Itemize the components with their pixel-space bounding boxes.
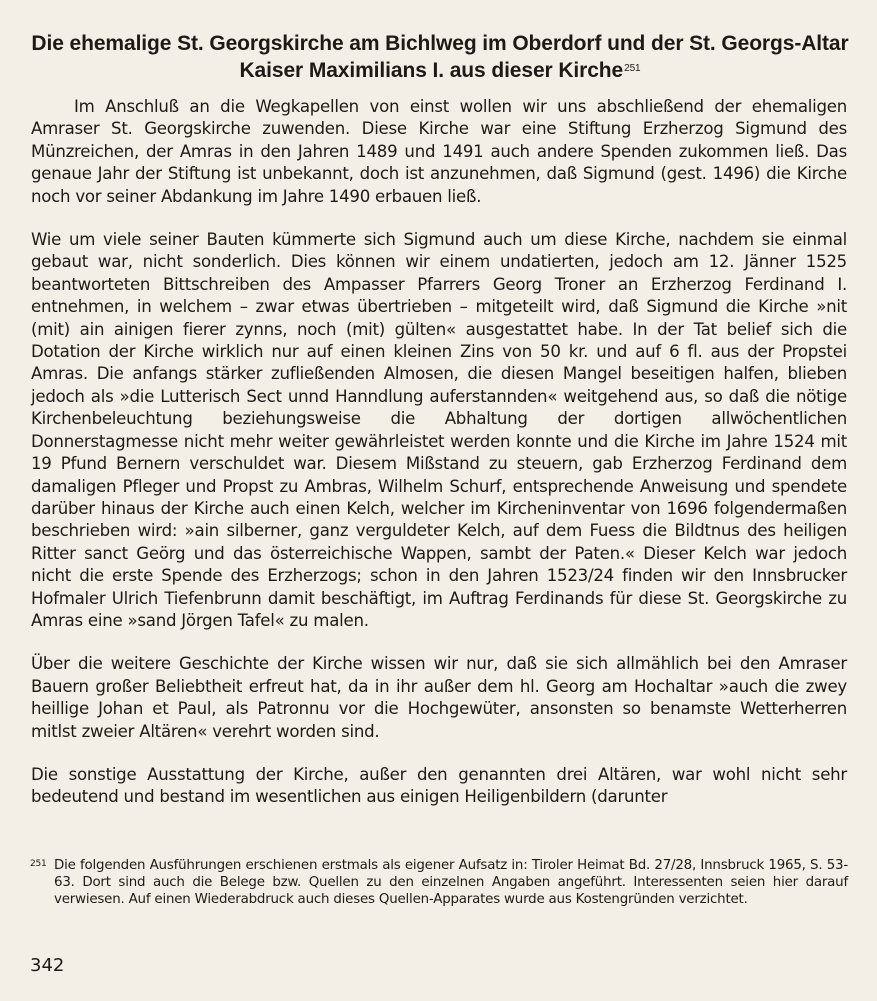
footnote — [30, 857, 848, 909]
page-number: 342 — [30, 955, 65, 976]
title-text: Die ehemalige St. Georgskirche am Bichlweg im Oberdorf und der St. Georgs-Altar Kaiser Maximilians I. aus dieser Kirche — [31, 32, 849, 82]
paragraph-4: Die sonstige Ausstattung der Kirche, außer den genannten drei Altären, war wohl nicht sehr bedeutend und bestand im wesentlichen aus einigen Heiligenbildern (darunter — [31, 764, 847, 807]
footnote-number: 251 — [30, 859, 47, 869]
paragraph-3: Über die weitere Geschichte der Kirche wissen wir nur, daß sie sich allmählich bei den Amraser Bauern großer Beliebtheit erfreut hat, da in ihr außer dem hl. Georg am Hochaltar »auch die zwey heillige Johan et Paul, als Patronnu vor die Hochgewüter, ansonsten so benamste Wetterherren mitlst zweier Altären« verehrt worden sind. — [31, 654, 847, 741]
footnotes — [30, 857, 848, 909]
page-title — [30, 30, 850, 84]
footnote-reference: 251 — [624, 63, 641, 74]
paragraph-1: Im Anschluß an die Wegkapellen von einst wollen wir uns abschließend der ehemaligen Amraser St. Georgskirche zuwenden. Diese Kirche war eine Stiftung Erzherzog Sigmund des Münzreichen, der Amras in den Jahren 1489 und 1491 auch andere Spenden zukommen ließ. Das genaue Jahr der Stiftung ist unbekannt, doch ist anzunehmen, daß Sigmund (gest. 1496) die Kirche noch vor seiner Abdankung im Jahre 1490 erbauen ließ. — [31, 97, 847, 206]
paragraph-2: Wie um viele seiner Bauten kümmerte sich Sigmund auch um diese Kirche, nachdem sie einmal gebaut war, nicht sonderlich. Dies können wir einem undatierten, jedoch am 12. Jänner 1525 beantworteten Bittschreiben des Ampasser Pfarrers Georg Troner an Erzherzog Ferdinand I. entnehmen, in welchem – zwar etwas übertrieben – mitgeteilt wird, daß Sigmund die Kirche »nit (mit) ain ainigen fierer zynns, noch (mit) gülten« ausgestattet habe. In der Tat belief sich die Dotation der Kirche wirklich nur auf einen kleinen Zins von 50 kr. und auf 6 fl. aus der Propstei Amras. Die anfangs stärker zufließenden Almosen, die diesen Mangel beseitigen halfen, blieben jedoch als »die Lutterisch Sect unnd Hanndlung auferstannden« weitgehend aus, so daß die nötige Kirchenbeleuchtung beziehungsweise die Abhaltung der dortigen allwöchentlichen Donnerstagmesse nicht mehr weiter gewährleistet werden konnte und die Kirche im Jahre 1524 mit 19 Pfund Bernern verschuldet war. Diesem Mißstand zu steuern, gab Erzherzog Ferdinand dem damaligen Pfleger und Propst zu Ambras, Wilhelm Schurf, entsprechende Anweisung und spendete darüber hinaus der Kirche auch einen Kelch, welcher im Kircheninventar von 1696 folgendermaßen beschrieben wird: »ain silberner, ganz verguldeter Kelch, auf dem Fuess die Bildtnus des heiligen Ritter sanct Geörg und das österreichische Wappen, sambt der Paten.« Dieser Kelch war jedoch nicht die erste Spende des Erzherzogs; schon in den Jahren 1523/24 finden wir den Innsbrucker Hofmaler Ulrich Tiefenbrunn damit beschäftigt, im Auftrag Ferdinands für diese St. Georgskirche zu Amras eine »sand Jörgen Tafel« zu malen. — [31, 230, 847, 630]
footnote-text: Die folgenden Ausführungen erschienen erstmals als eigener Aufsatz in: Tiroler Heimat Bd. 27/28, Innsbruck 1965, S. 53-63. Dort sind auch die Belege bzw. Quellen zu den einzelnen Angaben angeführt. Interessenten seien hier darauf verwiesen. Auf einen Wiederabdruck auch dieses Quellen-Apparates wurde aus Kostengründen verzichtet. — [54, 858, 848, 908]
body-text — [31, 96, 847, 809]
